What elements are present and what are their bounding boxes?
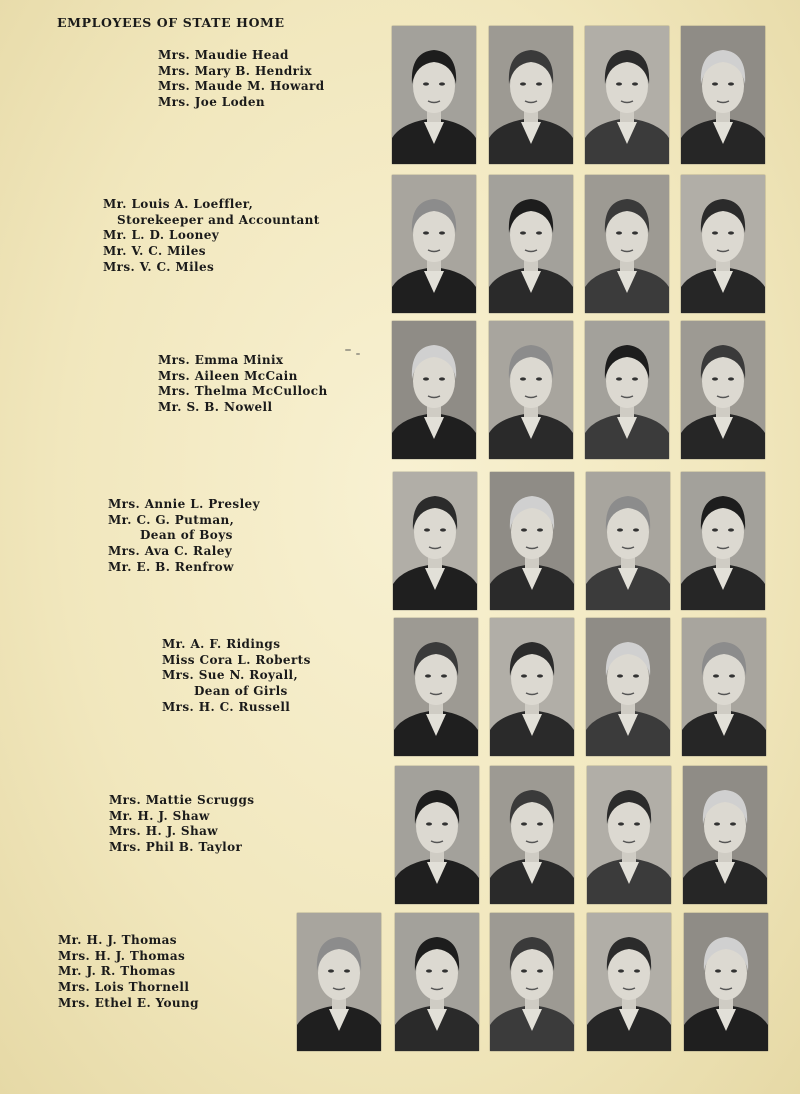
employee-name: Mrs. Maude M. Howard bbox=[158, 79, 325, 94]
portrait-photo bbox=[586, 618, 670, 756]
portrait-photo bbox=[490, 913, 574, 1051]
employee-name: Mrs. Thelma McCulloch bbox=[158, 384, 328, 399]
employee-name: Mrs. H. J. Thomas bbox=[58, 948, 186, 963]
employee-name: Mr. H. J. Shaw bbox=[109, 808, 210, 823]
employee-name: Mrs. Mary B. Hendrix bbox=[158, 63, 312, 78]
portrait-photo bbox=[682, 618, 766, 756]
employee-title: Dean of Girls bbox=[194, 684, 288, 699]
portrait-photo bbox=[587, 913, 671, 1051]
employee-name: Mrs. Sue N. Royall, bbox=[162, 668, 299, 683]
portrait-photo bbox=[489, 175, 573, 313]
portrait-photo bbox=[395, 913, 479, 1051]
portrait-photo bbox=[395, 766, 479, 904]
employee-name: Mrs. Joe Loden bbox=[158, 95, 266, 110]
employee-name: Mrs. Maudie Head bbox=[158, 48, 289, 62]
employee-name: Mrs. Mattie Scruggs bbox=[109, 793, 255, 807]
name-list bbox=[162, 637, 311, 716]
name-list bbox=[103, 197, 320, 276]
portrait-photo bbox=[392, 175, 476, 313]
employee-title: Dean of Boys bbox=[140, 528, 233, 543]
portrait-photo bbox=[393, 472, 477, 610]
portrait-photo bbox=[585, 175, 669, 313]
portrait-photo bbox=[490, 472, 574, 610]
employee-name: Mrs. H. C. Russell bbox=[162, 699, 291, 714]
name-list bbox=[109, 793, 254, 856]
employee-name: Mrs. Ava C. Raley bbox=[108, 544, 233, 559]
employee-name: Mrs. Ethel E. Young bbox=[58, 995, 199, 1010]
portrait-photo bbox=[490, 766, 574, 904]
name-list bbox=[108, 497, 260, 576]
portrait-photo bbox=[585, 26, 669, 164]
page-title: EMPLOYEES OF STATE HOME bbox=[57, 15, 285, 30]
employee-name: Mr. H. J. Thomas bbox=[58, 933, 177, 947]
portrait-photo bbox=[585, 321, 669, 459]
employee-name: Mrs. V. C. Miles bbox=[103, 259, 215, 274]
name-list bbox=[58, 933, 199, 1012]
portrait-photo bbox=[681, 321, 765, 459]
portrait-photo bbox=[394, 618, 478, 756]
name-list bbox=[158, 48, 325, 111]
employee-name: Mr. L. D. Looney bbox=[103, 228, 220, 243]
employee-name: Mrs. Phil B. Taylor bbox=[109, 840, 243, 855]
portrait-photo bbox=[681, 26, 765, 164]
portrait-photo bbox=[681, 472, 765, 610]
portrait-photo bbox=[489, 321, 573, 459]
portrait-photo bbox=[490, 618, 574, 756]
employee-name: Mrs. H. J. Shaw bbox=[109, 824, 219, 839]
portrait-photo bbox=[683, 766, 767, 904]
portrait-photo bbox=[392, 321, 476, 459]
portrait-photo bbox=[297, 913, 381, 1051]
portrait-photo bbox=[392, 26, 476, 164]
portrait-photo bbox=[489, 26, 573, 164]
portrait-photo bbox=[587, 766, 671, 904]
employee-name: Mrs. Annie L. Presley bbox=[108, 497, 260, 511]
employee-name: Mrs. Lois Thornell bbox=[58, 980, 190, 995]
employee-name: Mrs. Emma Minix bbox=[158, 353, 284, 367]
paper-speck bbox=[345, 349, 351, 351]
employee-name: Mr. S. B. Nowell bbox=[158, 400, 273, 415]
employee-name: Mr. C. G. Putman, bbox=[108, 512, 235, 527]
name-list bbox=[158, 353, 328, 416]
employee-name: Miss Cora L. Roberts bbox=[162, 652, 311, 667]
employee-name: Mrs. Aileen McCain bbox=[158, 368, 298, 383]
portrait-photo bbox=[684, 913, 768, 1051]
employee-name: Mr. E. B. Renfrow bbox=[108, 559, 234, 574]
portrait-photo bbox=[681, 175, 765, 313]
employee-name: Mr. V. C. Miles bbox=[103, 244, 206, 259]
paper-speck bbox=[356, 353, 360, 355]
portrait-photo bbox=[586, 472, 670, 610]
employee-name: Mr. Louis A. Loeffler, bbox=[103, 197, 254, 211]
employee-name: Mr. J. R. Thomas bbox=[58, 964, 176, 979]
employee-name: Mr. A. F. Ridings bbox=[162, 637, 281, 651]
employee-title: Storekeeper and Accountant bbox=[117, 212, 320, 227]
